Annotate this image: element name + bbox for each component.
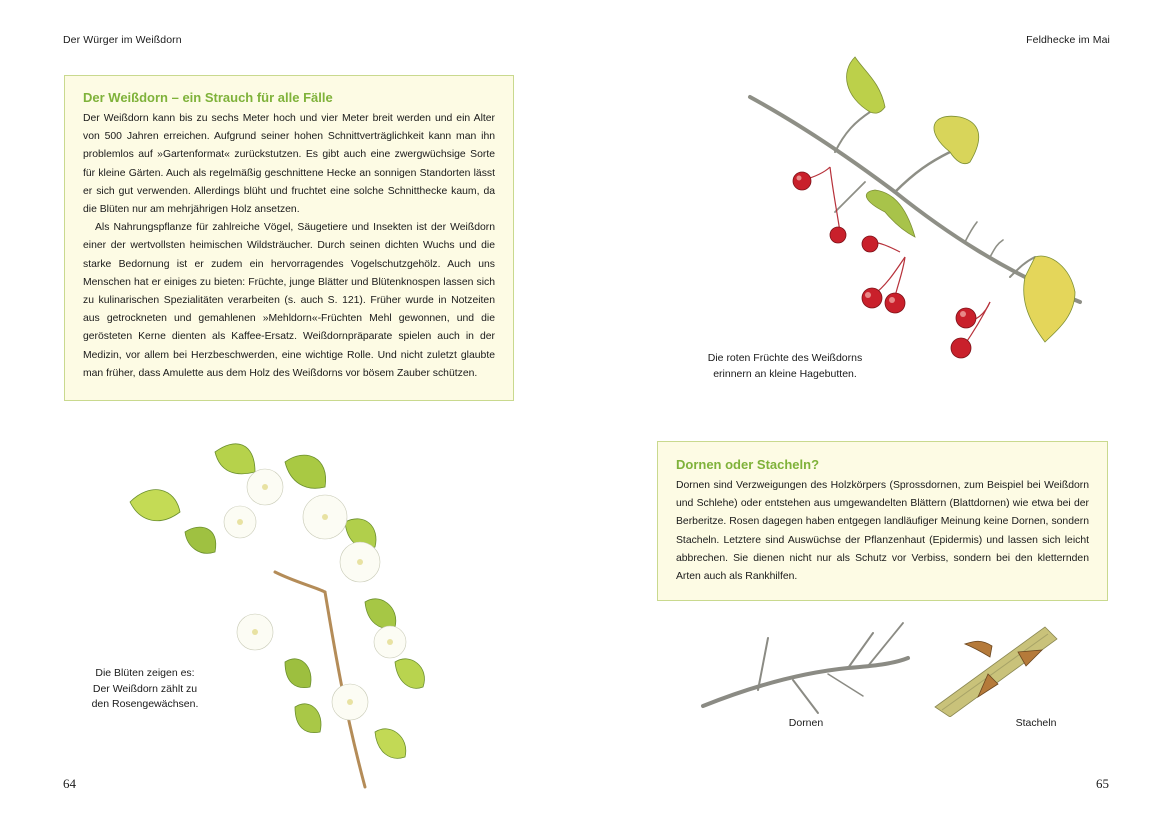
paragraph: Dornen sind Verzweigungen des Holzkörpers (Sprossdornen, zum Beispiel bei Weißdorn und Schlehe) oder entstehen aus umgewandelten Blättern (Blattdornen) wie etwa bei der Berberitze. Rosen dagegen haben entgegen landläufiger Meinung keine Dornen, sondern Stacheln. Letztere sind Auswüchse der Pflanzenhaut (Epidermis) und lassen sich leicht abbrechen. Sie dienen nicht nur als Schutz vor Verbiss, sondern bei den kletternden Arten auch als Rankhilfen. (676, 480, 1089, 583)
caption-dornen: Dornen (788, 717, 824, 729)
hawthorn-flowers-illustration (125, 432, 435, 792)
caption-berries (690, 351, 880, 382)
paragraph: Als Nahrungspflanze für zahlreiche Vögel, Säugetiere und Insekten ist der Weißdorn einer der wertvollsten heimischen Wildsträucher. Durch seinen dichten Wuchs und die starke Bedornung ist er zudem ein hervorragendes Vogelschutzgehölz. Auch uns Menschen hat er einiges zu bieten: Früchte, junge Blätter und Blütenknospen lassen sich zu kulinarischen Spezialitäten verarbeiten (s. auch S. 121). Früher wurde in Notzeiten aus getrockneten und gemahlenen »Mehldorn«-Früchten Mehl gewonnen, und die gerösteten Kerne dienten als Kaffee-Ersatz. Weißdornpräparate spielen auch in der Medizin, vor allem bei Herzbeschwerden, eine wichtige Rolle. Und nicht zuletzt glaubte man früher, dass Amulette aus dem Holz des Weißdorns vor bösem Zauber schützen. (83, 222, 495, 379)
paragraph: Der Weißdorn kann bis zu sechs Meter hoch und vier Meter breit werden und ein Alter von 500 Jahren erreichen. Aufgrund seiner hohen Schnittverträglichkeit kann man ihn problemlos auf »Gartenformat« zurückstutzen. Es gibt auch eine zwergwüchsige Sorte für kleine Gärten. Auch als regelmäßig geschnittene Hecke an sonnigen Standorten lässt er sich gut verwenden. Allerdings blüht und fruchtet eine solche Schnitthecke kaum, da die Blüten nur am mehrjährigen Holz ansetzen. (83, 113, 495, 216)
info-box-body (83, 110, 495, 383)
info-box-title: Der Weißdorn – ein Strauch für alle Fälle (83, 90, 333, 105)
page-number-left: 64 (63, 776, 76, 791)
info-box-weissdorn (64, 75, 514, 401)
caption-line: den Rosengewächsen. (91, 698, 199, 710)
caption-line: Die Blüten zeigen es: (95, 667, 195, 679)
page-number-right: 65 (1096, 776, 1109, 791)
info-box-body (676, 477, 1089, 586)
caption-line: erinnern an kleine Hagebutten. (713, 367, 857, 380)
caption-flowers (70, 666, 220, 713)
info-box-dornen-stacheln (657, 441, 1108, 601)
caption-line: Die roten Früchte des Weißdorns (707, 352, 863, 364)
caption-stacheln: Stacheln (1015, 717, 1057, 729)
prickle-stem-illustration (930, 622, 1060, 717)
caption-line: Der Weißdorn zählt zu (92, 682, 198, 695)
info-box-title: Dornen oder Stacheln? (676, 457, 820, 472)
running-head-left: Der Würger im Weißdorn (63, 34, 182, 46)
running-head-right: Feldhecke im Mai (1026, 34, 1110, 46)
hawthorn-berries-illustration (745, 52, 1095, 382)
thorn-branch-illustration (698, 618, 913, 718)
